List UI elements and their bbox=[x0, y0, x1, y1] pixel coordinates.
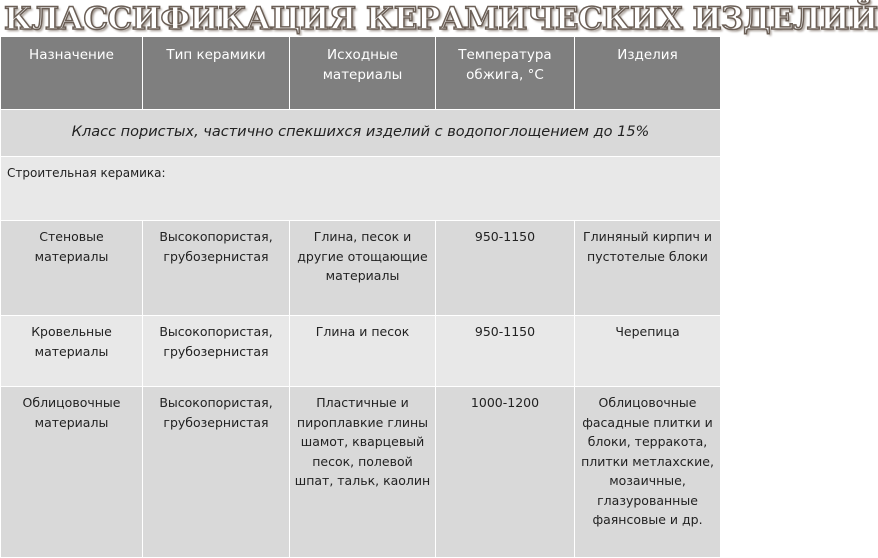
header-raw-materials: Исходные материалы bbox=[290, 37, 436, 110]
cell-products: Черепица bbox=[575, 316, 721, 387]
cell-raw-materials: Глина и песок bbox=[290, 316, 436, 387]
header-purpose: Назначение bbox=[1, 37, 143, 110]
table-row bbox=[1, 221, 721, 316]
header-row bbox=[1, 37, 721, 110]
cell-purpose: Кровельные материалы bbox=[1, 316, 143, 387]
cell-firing-temperature: 1000-1200 bbox=[436, 387, 575, 558]
group-row bbox=[1, 157, 721, 221]
classification-table bbox=[0, 36, 721, 558]
header-products: Изделия bbox=[575, 37, 721, 110]
header-firing-temperature: Температура обжига, °С bbox=[436, 37, 575, 110]
cell-raw-materials: Пластичные и пироплавкие глины шамот, кварцевый песок, полевой шпат, тальк, каолин bbox=[290, 387, 436, 558]
cell-products: Глиняный кирпич и пустотелые блоки bbox=[575, 221, 721, 316]
page-title: КЛАССИФИКАЦИЯ КЕРАМИЧЕСКИХ ИЗДЕЛИЙ bbox=[4, 1, 878, 37]
cell-ceramic-type: Высокопористая, грубозернистая bbox=[143, 316, 290, 387]
table-row bbox=[1, 387, 721, 558]
header-ceramic-type: Тип керамики bbox=[143, 37, 290, 110]
class-description: Класс пористых, частично спекшихся изделий с водопоглощением до 15% bbox=[1, 110, 721, 157]
cell-ceramic-type: Высокопористая, грубозернистая bbox=[143, 387, 290, 558]
cell-raw-materials: Глина, песок и другие отощающие материалы bbox=[290, 221, 436, 316]
cell-ceramic-type: Высокопористая, грубозернистая bbox=[143, 221, 290, 316]
cell-firing-temperature: 950-1150 bbox=[436, 316, 575, 387]
group-label: Строительная керамика: bbox=[1, 157, 721, 221]
cell-purpose: Облицовочные материалы bbox=[1, 387, 143, 558]
class-row bbox=[1, 110, 721, 157]
cell-products: Облицовочные фасадные плитки и блоки, терракота, плитки метлахские, мозаичные, глазурованные фаянсовые и др. bbox=[575, 387, 721, 558]
cell-purpose: Стеновые материалы bbox=[1, 221, 143, 316]
cell-firing-temperature: 950-1150 bbox=[436, 221, 575, 316]
table-row bbox=[1, 316, 721, 387]
